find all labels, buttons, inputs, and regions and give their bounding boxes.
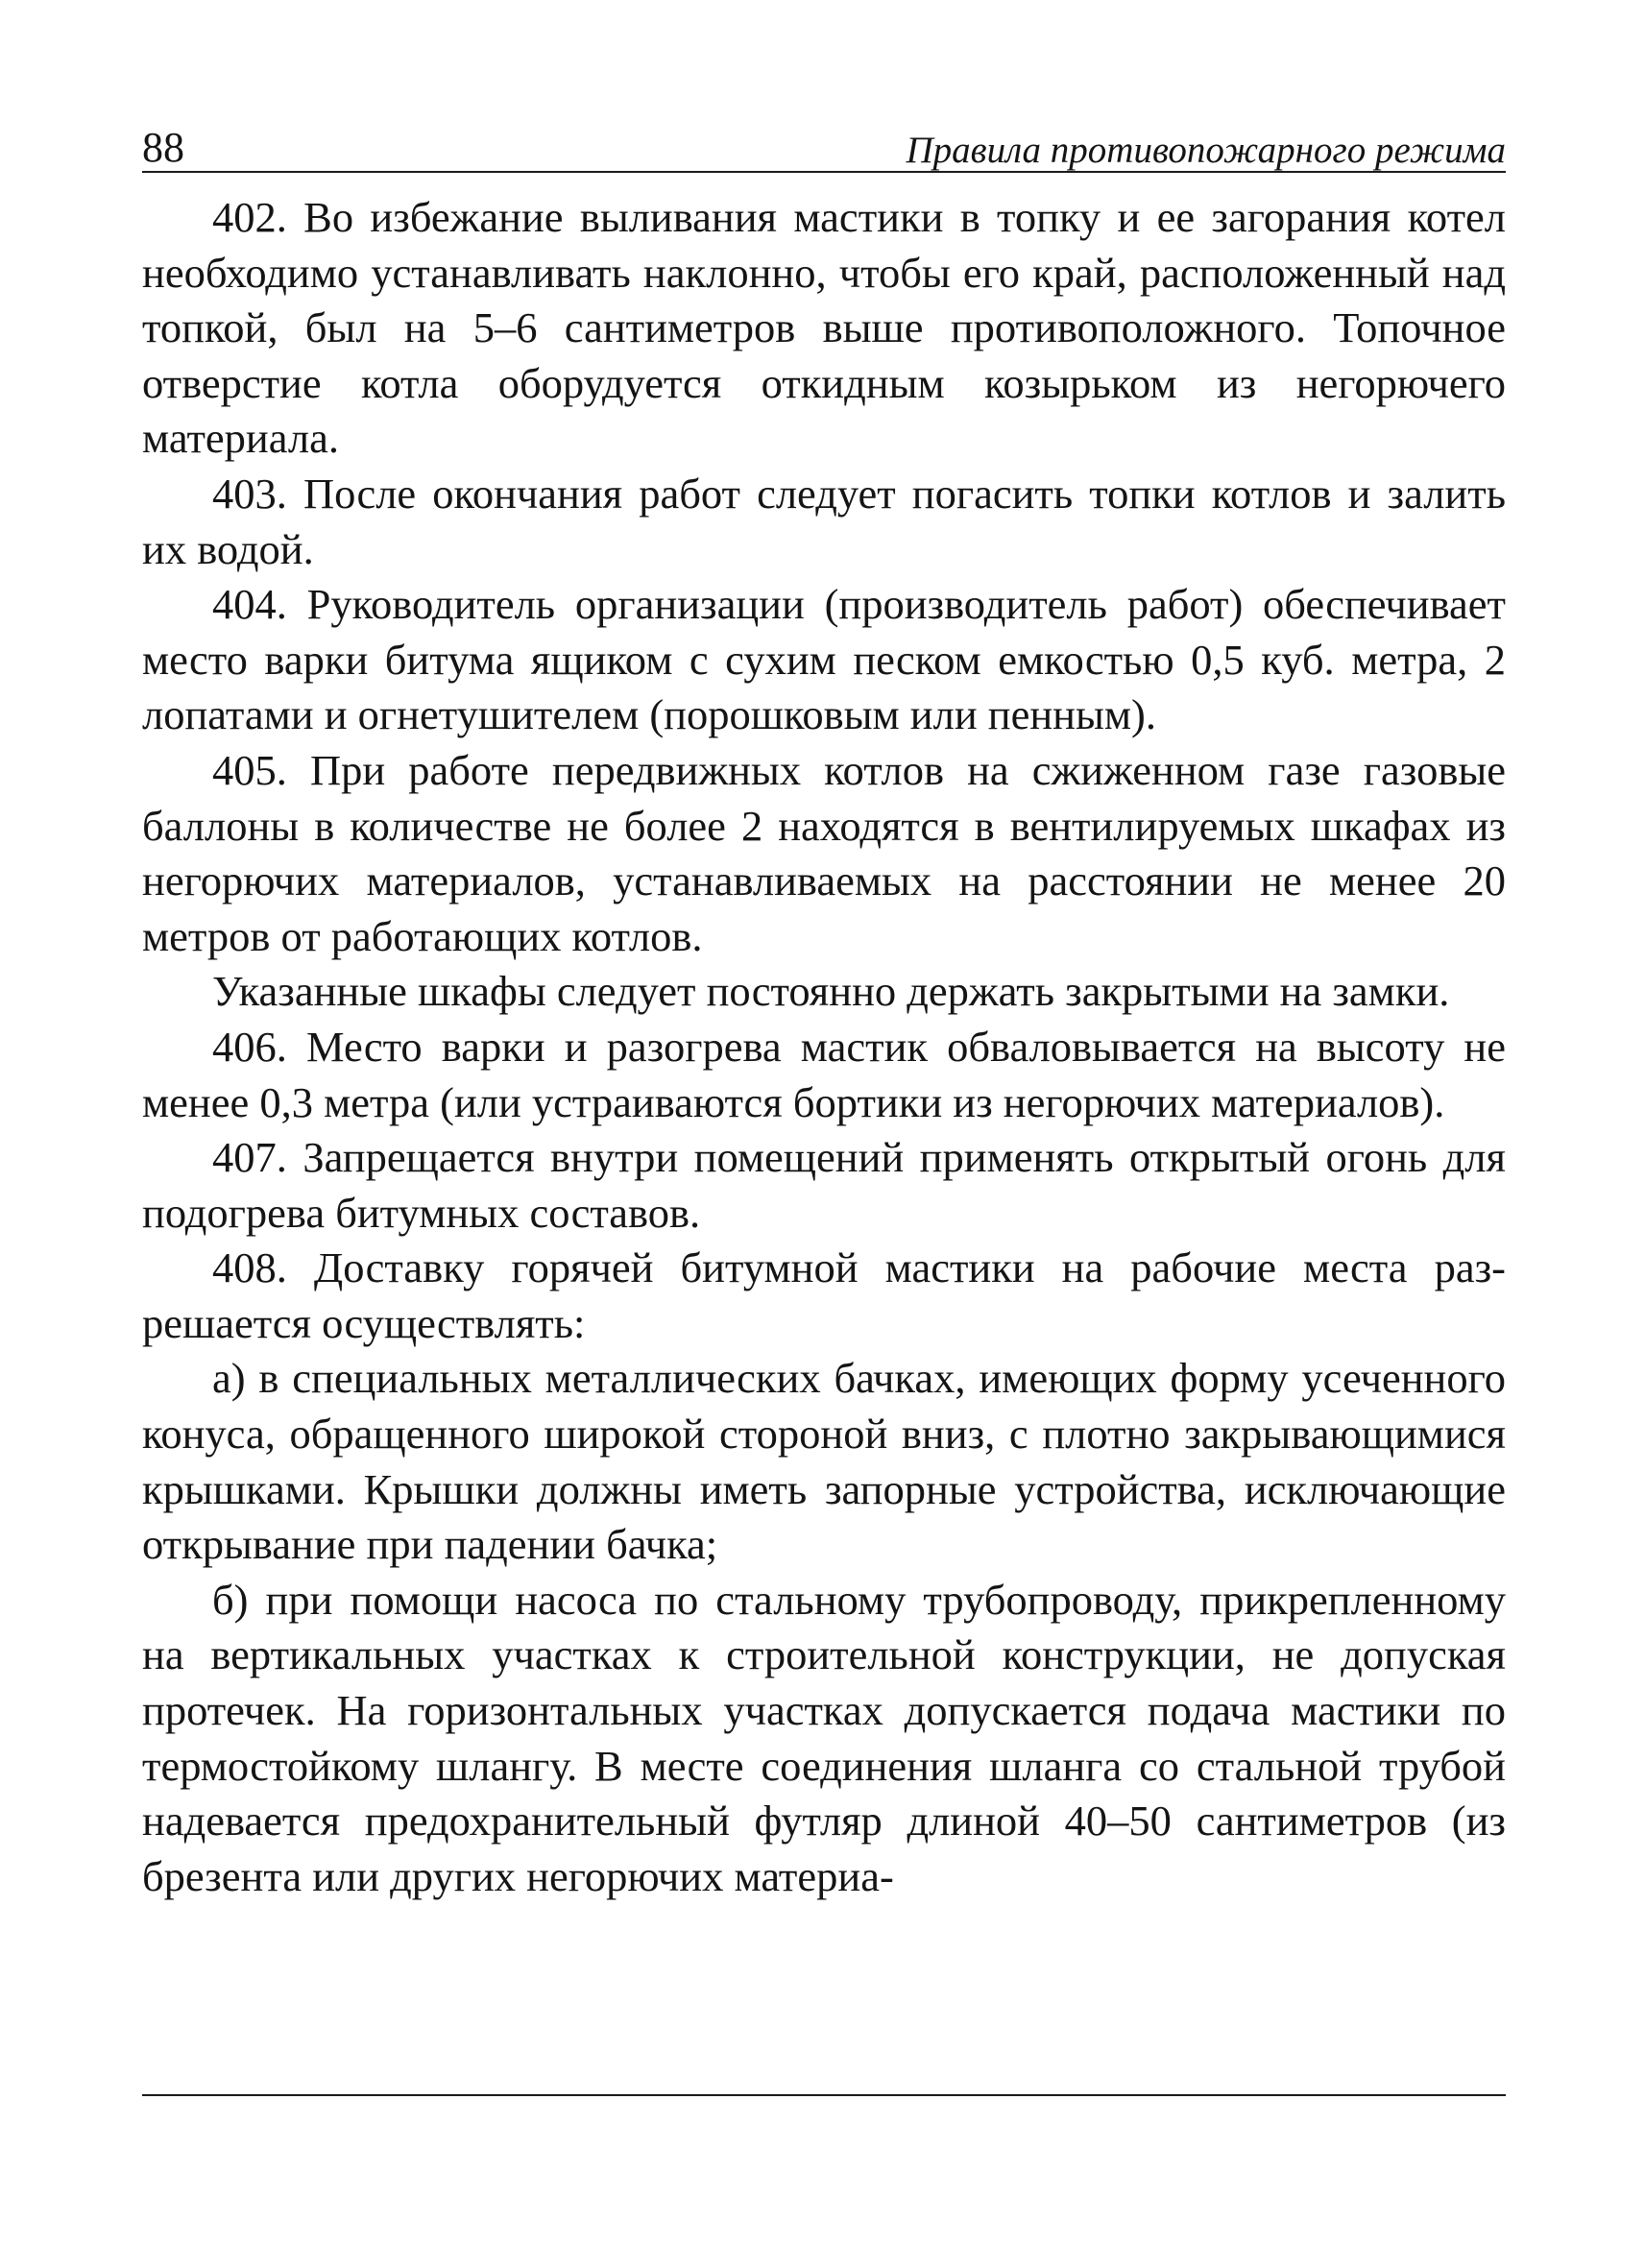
running-header	[142, 113, 1506, 173]
paragraph-404: 404. Руководитель организации (производитель работ) обеспечивает место варки битума ящиком с сухим песком емкостью 0,5 куб. метра, 2 лопатами и огнетушителем (порошковым или пенным).	[142, 580, 1506, 739]
body-text	[142, 190, 1506, 1904]
running-title: Правила противопожарного режима	[906, 130, 1506, 171]
paragraph-407: 407. Запрещается внутри помещений применять открытый огонь для подогрева битумных составов.	[142, 1133, 1506, 1237]
page-number: 88	[142, 124, 184, 171]
paragraph-406: 406. Место варки и разогрева мастик обваловывается на высоту не менее 0,3 метра (или устраиваются бортики из негорючих материалов).	[142, 1022, 1506, 1126]
paragraph-405-note: Указанные шкафы следует постоянно держать закрытыми на замки.	[212, 967, 1450, 1016]
paragraph-405: 405. При работе передвижных котлов на сжиженном газе газовые баллоны в количестве не более 2 находятся в вентилируемых шкафах из негорючих материалов, устанавливаемых на расстоянии не менее 20 метров от работающих котлов.	[142, 745, 1506, 960]
bottom-rule	[142, 2094, 1506, 2096]
paragraph-408-b: б) при помощи насоса по стальному трубопроводу, прикрепленному на вертикальных участках к строительной конструкции, не допуская протечек. На горизонтальных участках допускается подача мастики по термостойкому шлангу. В месте соединения шланга со стальной трубой надевается предохранительный футляр длиной 40–50 сантиметров (из брезента или других негорючих материа-	[142, 1575, 1506, 1900]
paragraph-403: 403. После окончания работ следует погасить топки котлов и залить их водой.	[142, 469, 1506, 573]
paragraph-408-a: а) в специальных металлических бачках, имеющих форму усеченного конуса, обращенного широкой стороной вниз, с плотно закрывающимися крышками. Крышки должны иметь запорные устройства, исключающие открывание при падении бачка;	[142, 1354, 1506, 1569]
paragraph-408: 408. Доставку горячей битумной мастики на рабочие места разрешается осуществлять:	[142, 1243, 1506, 1347]
paragraph-402: 402. Во избежание выливания мастики в топку и ее загорания котел необходимо устанавливать наклонно, чтобы его край, расположенный над топкой, был на 5–6 сантиметров выше противоположного. Топочное отверстие котла оборудуется откидным козырьком из негорючего материала.	[142, 193, 1506, 463]
book-page	[142, 113, 1506, 1904]
